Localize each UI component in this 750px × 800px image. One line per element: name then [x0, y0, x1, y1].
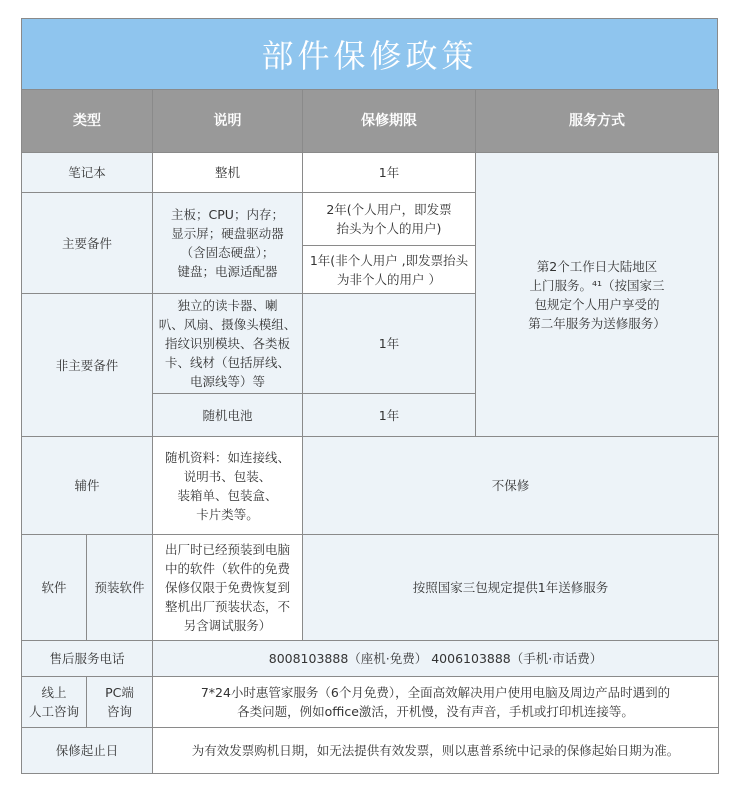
minor-period: 1年 [303, 294, 476, 394]
notebook-type: 笔记本 [22, 153, 153, 193]
table-row [22, 535, 719, 641]
start-value: 为有效发票购机日期，如无法提供有效发票，则以惠普系统中记录的保修起始日期为准。 [153, 728, 719, 774]
header-period: 保修期限 [303, 90, 476, 153]
software-desc: 出厂时已经预装到电脑 中的软件（软件的免费 保修仅限于免费恢复到 整机出厂预装状态，不 另含调试服务） [153, 535, 303, 641]
accessory-service: 不保修 [303, 437, 719, 535]
warranty-table [21, 89, 719, 774]
page-title: 部件保修政策 [261, 37, 478, 75]
accessory-desc: 随机资料：如连接线、 说明书、包装、 装箱单、包装盒、 卡片类等。 [153, 437, 303, 535]
minor-type: 非主要备件 [22, 294, 153, 437]
table-row [22, 641, 719, 677]
table-header-row [22, 90, 719, 153]
software-type: 软件 [22, 535, 87, 641]
header-desc: 说明 [153, 90, 303, 153]
table-row [22, 437, 719, 535]
online-sublabel: PC端 咨询 [87, 677, 153, 728]
table-row [22, 153, 719, 193]
online-label: 线上 人工咨询 [22, 677, 87, 728]
service-main: 第2个工作日大陆地区 上门服务。⁴¹（按国家三 包规定个人用户享受的 第二年服务为送修服务） [476, 153, 719, 437]
online-value: 7*24小时惠管家服务（6个月免费），全面高效解决用户使用电脑及周边产品时遇到的 各类问题，例如office激活，开机慢，没有声音，手机或打印机连接等。 [153, 677, 719, 728]
software-subtype: 预装软件 [87, 535, 153, 641]
battery-desc: 随机电池 [153, 394, 303, 437]
major-desc: 主板；CPU；内存； 显示屏；硬盘驱动器 （含固态硬盘）； 键盘；电源适配器 [153, 193, 303, 294]
software-service: 按照国家三包规定提供1年送修服务 [303, 535, 719, 641]
header-service: 服务方式 [476, 90, 719, 153]
table-row [22, 677, 719, 728]
major-period-business: 1年(非个人用户 ,即发票抬头 为非个人的用户 ） [303, 246, 476, 294]
notebook-desc: 整机 [153, 153, 303, 193]
battery-period: 1年 [303, 394, 476, 437]
accessory-type: 辅件 [22, 437, 153, 535]
header-type: 类型 [22, 90, 153, 153]
title-bar [21, 18, 718, 89]
major-type: 主要备件 [22, 193, 153, 294]
start-label: 保修起止日 [22, 728, 153, 774]
hotline-value: 8008103888（座机·免费） 4006103888（手机·市话费） [153, 641, 719, 677]
table-row [22, 728, 719, 774]
warranty-policy [21, 18, 718, 774]
notebook-period: 1年 [303, 153, 476, 193]
major-period-personal: 2年(个人用户，即发票 抬头为个人的用户) [303, 193, 476, 246]
hotline-label: 售后服务电话 [22, 641, 153, 677]
minor-desc: 独立的读卡器、喇 叭、风扇、摄像头模组、 指纹识别模块、各类板 卡、线材（包括屏线、 电源线等）等 [153, 294, 303, 394]
